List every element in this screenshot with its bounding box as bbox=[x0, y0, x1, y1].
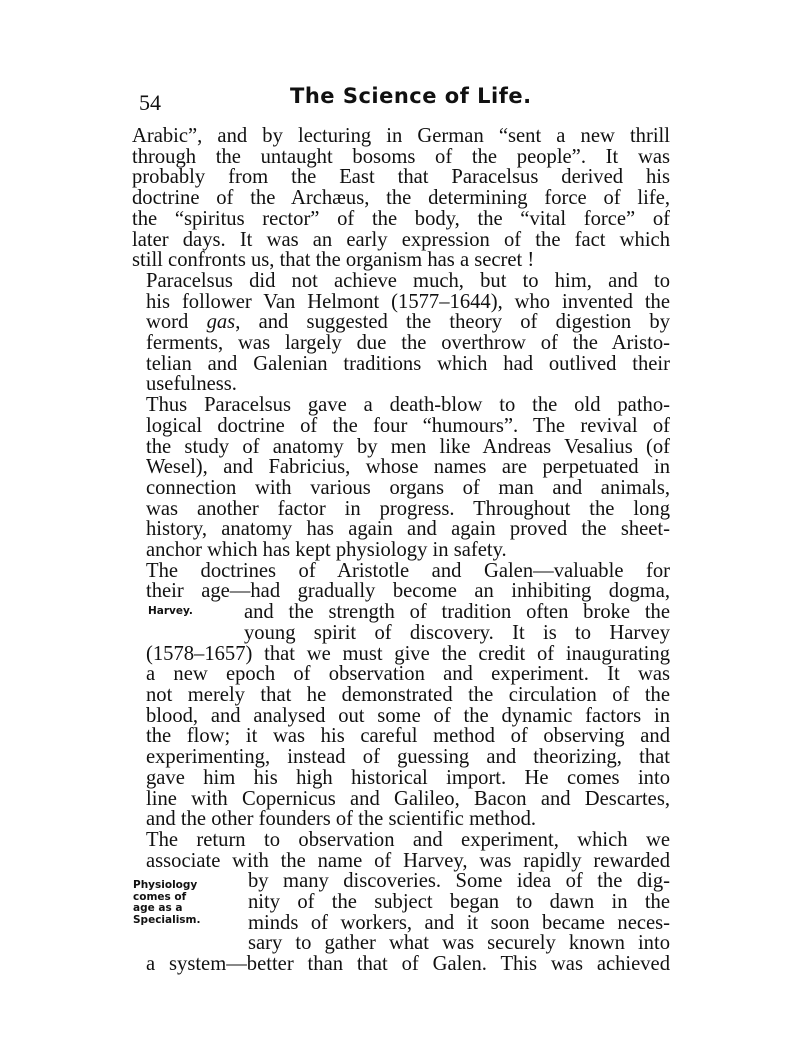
text-line: the flow; it was his careful method of observing and bbox=[146, 725, 670, 748]
text-line: line with Copernicus and Galileo, Bacon and Descartes, bbox=[146, 787, 670, 810]
running-title: The Science of Life. bbox=[290, 84, 532, 108]
text-line: young spirit of discovery. It is to Harvey bbox=[244, 621, 670, 644]
text-line: logical doctrine of the four “humours”. The revival of bbox=[146, 414, 670, 437]
text-line: connection with various organs of man and animals, bbox=[146, 476, 670, 499]
text-line: still confronts us, that the organism has a secret ! bbox=[132, 249, 535, 272]
text-line: minds of workers, and it soon became neces- bbox=[248, 911, 670, 934]
text-line: sary to gather what was securely known into bbox=[248, 932, 670, 955]
text-line: his follower Van Helmont (1577–1644), who invented the bbox=[146, 290, 670, 313]
paragraph bbox=[132, 126, 670, 271]
text-line: Paracelsus did not achieve much, but to him, and to bbox=[146, 269, 670, 292]
text-line: telian and Galenian traditions which had outlived their bbox=[146, 352, 670, 375]
text-line: gave him his high historical import. He comes into bbox=[146, 766, 670, 789]
text-line: experimenting, instead of guessing and theorizing, that bbox=[146, 746, 670, 769]
italic-word: gas bbox=[206, 311, 236, 334]
text-line: Wesel), and Fabricius, whose names are perpetuated in bbox=[146, 456, 670, 479]
text-line: was another factor in progress. Throughout the long bbox=[146, 497, 670, 520]
text-line: a system—better than that of Galen. This was achieved bbox=[146, 953, 670, 976]
text-line: The return to observation and experiment, which we bbox=[146, 828, 670, 851]
sidenote-line: comes of bbox=[133, 890, 187, 903]
text-line: history, anatomy has again and again proved the sheet- bbox=[146, 518, 670, 541]
text-line: (1578–1657) that we must give the credit of inaugurating bbox=[146, 642, 670, 665]
text-line: nity of the subject began to dawn in the bbox=[248, 891, 670, 914]
text-line: their age—had gradually become an inhibiting dogma, bbox=[146, 580, 670, 603]
text-line: and the other founders of the scientific method. bbox=[146, 808, 537, 831]
text-line: through the untaught bosoms of the people”. It was bbox=[132, 145, 670, 168]
sidenote-line: Specialism. bbox=[133, 913, 201, 926]
paragraph bbox=[132, 395, 670, 561]
text-line: Arabic”, and by lecturing in German “sent a new thrill bbox=[132, 125, 670, 147]
text-line: probably from the East that Paracelsus derived his bbox=[132, 166, 670, 189]
text-line: blood, and analysed out some of the dynamic factors in bbox=[146, 704, 670, 727]
text-line: by many discoveries. Some idea of the dig- bbox=[248, 870, 670, 893]
sidenote-line: age as a bbox=[133, 902, 183, 914]
text-line: word gas, and suggested the theory of digestion by bbox=[146, 311, 670, 334]
paragraph bbox=[132, 271, 670, 395]
paragraph bbox=[132, 561, 670, 830]
text-line: ferments, was largely due the overthrow of the Aristo- bbox=[146, 332, 670, 355]
text-line: usefulness. bbox=[146, 373, 237, 396]
text-line: the “spiritus rector” of the body, the “vital force” of bbox=[132, 207, 670, 230]
text-line: not merely that he demonstrated the circulation of the bbox=[146, 683, 670, 706]
page-number: 54 bbox=[139, 90, 161, 115]
text-line: anchor which has kept physiology in safety. bbox=[146, 539, 507, 562]
text-line: a new epoch of observation and experiment. It was bbox=[146, 663, 670, 686]
sidenote-line: Physiology bbox=[133, 879, 198, 891]
text-line: Thus Paracelsus gave a death-blow to the old patho- bbox=[146, 394, 670, 417]
text-line: later days. It was an early expression of the fact which bbox=[132, 228, 670, 251]
text-line: the study of anatomy by men like Andreas Vesalius (of bbox=[146, 435, 670, 458]
text-line: The doctrines of Aristotle and Galen—valuable for bbox=[146, 559, 670, 582]
paragraph bbox=[132, 830, 670, 975]
body-text bbox=[132, 126, 670, 975]
text-line: and the strength of tradition often broke the bbox=[244, 601, 670, 624]
sidenote-harvey: Harvey. bbox=[148, 605, 193, 617]
text-line: doctrine of the Archæus, the determining force of life, bbox=[132, 187, 670, 210]
text-line: associate with the name of Harvey, was rapidly rewarded bbox=[146, 849, 670, 872]
